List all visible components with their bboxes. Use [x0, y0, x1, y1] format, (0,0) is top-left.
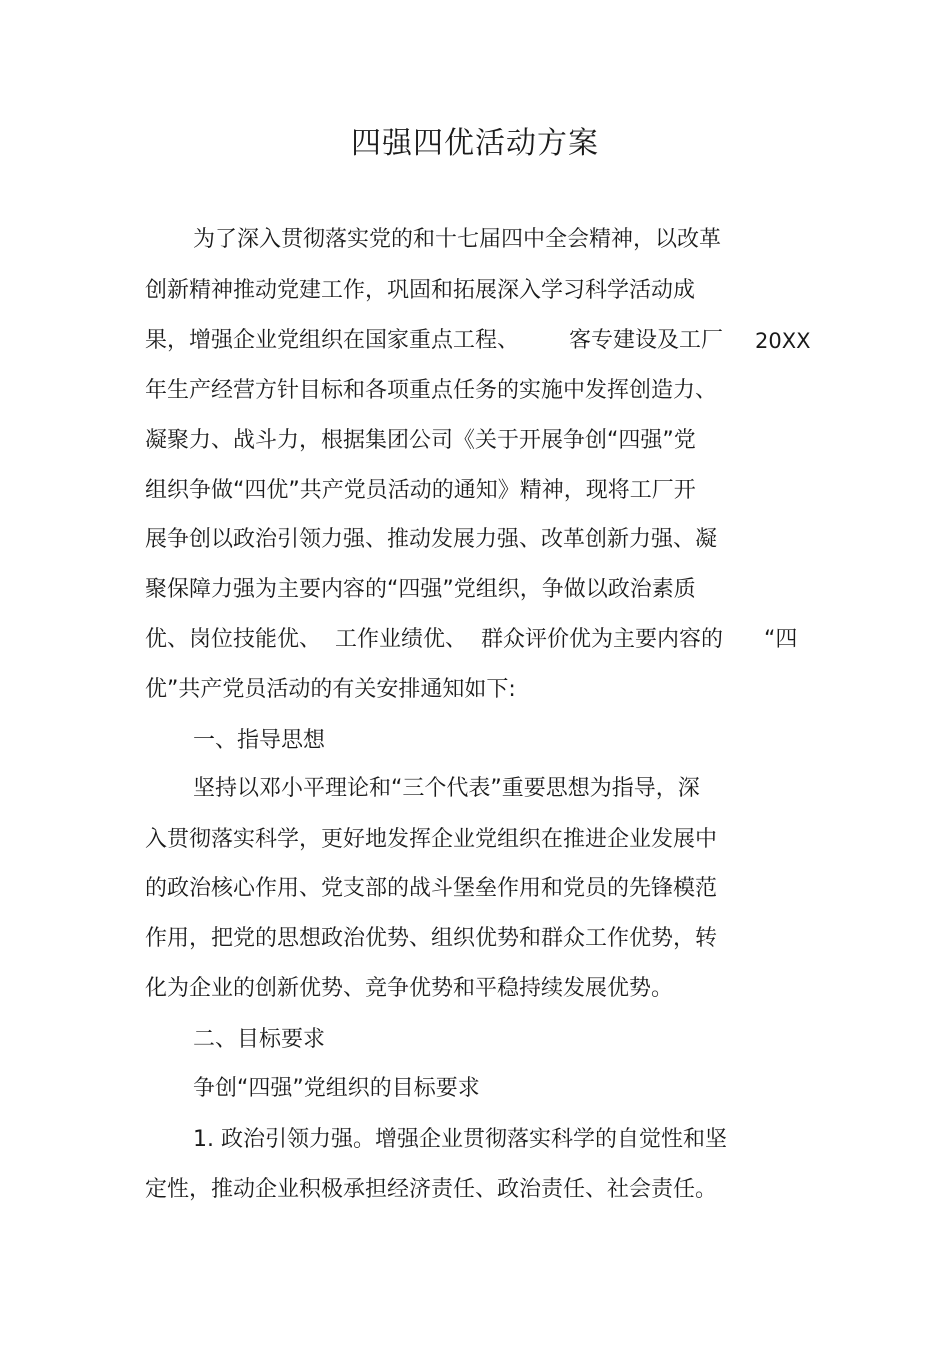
paragraph-line: 聚保障力强为主要内容的“四强”党组织，争做以政治素质	[145, 577, 696, 602]
paragraph-line: 优、岗位技能优、	[145, 627, 322, 652]
paragraph-fragment: 群众评价优为主要内容的	[481, 627, 724, 652]
paragraph-line: 组织争做“四优”共产党员活动的通知》精神，现将工厂开	[145, 478, 696, 503]
paragraph-line: 创新精神推动党建工作，巩固和拓展深入学习科学活动成	[145, 278, 696, 303]
paragraph-line: 优”共产党员活动的有关安排通知如下:	[145, 677, 516, 702]
section-heading: 二、目标要求	[193, 1027, 326, 1052]
paragraph-line: 果，增强企业党组织在国家重点工程、	[145, 328, 520, 353]
document-title: 四强四优活动方案	[351, 126, 599, 161]
paragraph-line: 入贯彻落实科学，更好地发挥企业党组织在推进企业发展中	[145, 827, 718, 852]
paragraph-line: 1. 政治引领力强。增强企业贯彻落实科学的自觉性和坚	[193, 1127, 727, 1152]
section-heading: 一、指导思想	[193, 728, 326, 753]
paragraph-line: 坚持以邓小平理论和“三个代表”重要思想为指导，深	[193, 776, 700, 801]
subsection-heading: 争创“四强”党组织的目标要求	[193, 1076, 480, 1101]
paragraph-line: 展争创以政治引领力强、推动发展力强、改革创新力强、凝	[145, 527, 718, 552]
paragraph-fragment: 客专建设及工厂	[569, 328, 724, 353]
paragraph-line: 定性，推动企业积极承担经济责任、政治责任、社会责任。	[145, 1177, 718, 1202]
paragraph-line: 为了深入贯彻落实党的和十七届四中全会精神，以改革	[193, 227, 722, 252]
paragraph-fragment: 工作业绩优、	[335, 627, 468, 652]
paragraph-line: 化为企业的创新优势、竞争优势和平稳持续发展优势。	[145, 976, 674, 1001]
paragraph-line: 作用，把党的思想政治优势、组织优势和群众工作优势，转	[145, 926, 718, 951]
paragraph-line: 的政治核心作用、党支部的战斗堡垒作用和党员的先锋模范	[145, 876, 718, 901]
paragraph-fragment: “四	[764, 627, 798, 652]
paragraph-line: 凝聚力、战斗力，根据集团公司《关于开展争创“四强”党	[145, 428, 696, 453]
year-placeholder: 20XX	[755, 329, 811, 353]
paragraph-line: 年生产经营方针目标和各项重点任务的实施中发挥创造力、	[145, 378, 718, 403]
